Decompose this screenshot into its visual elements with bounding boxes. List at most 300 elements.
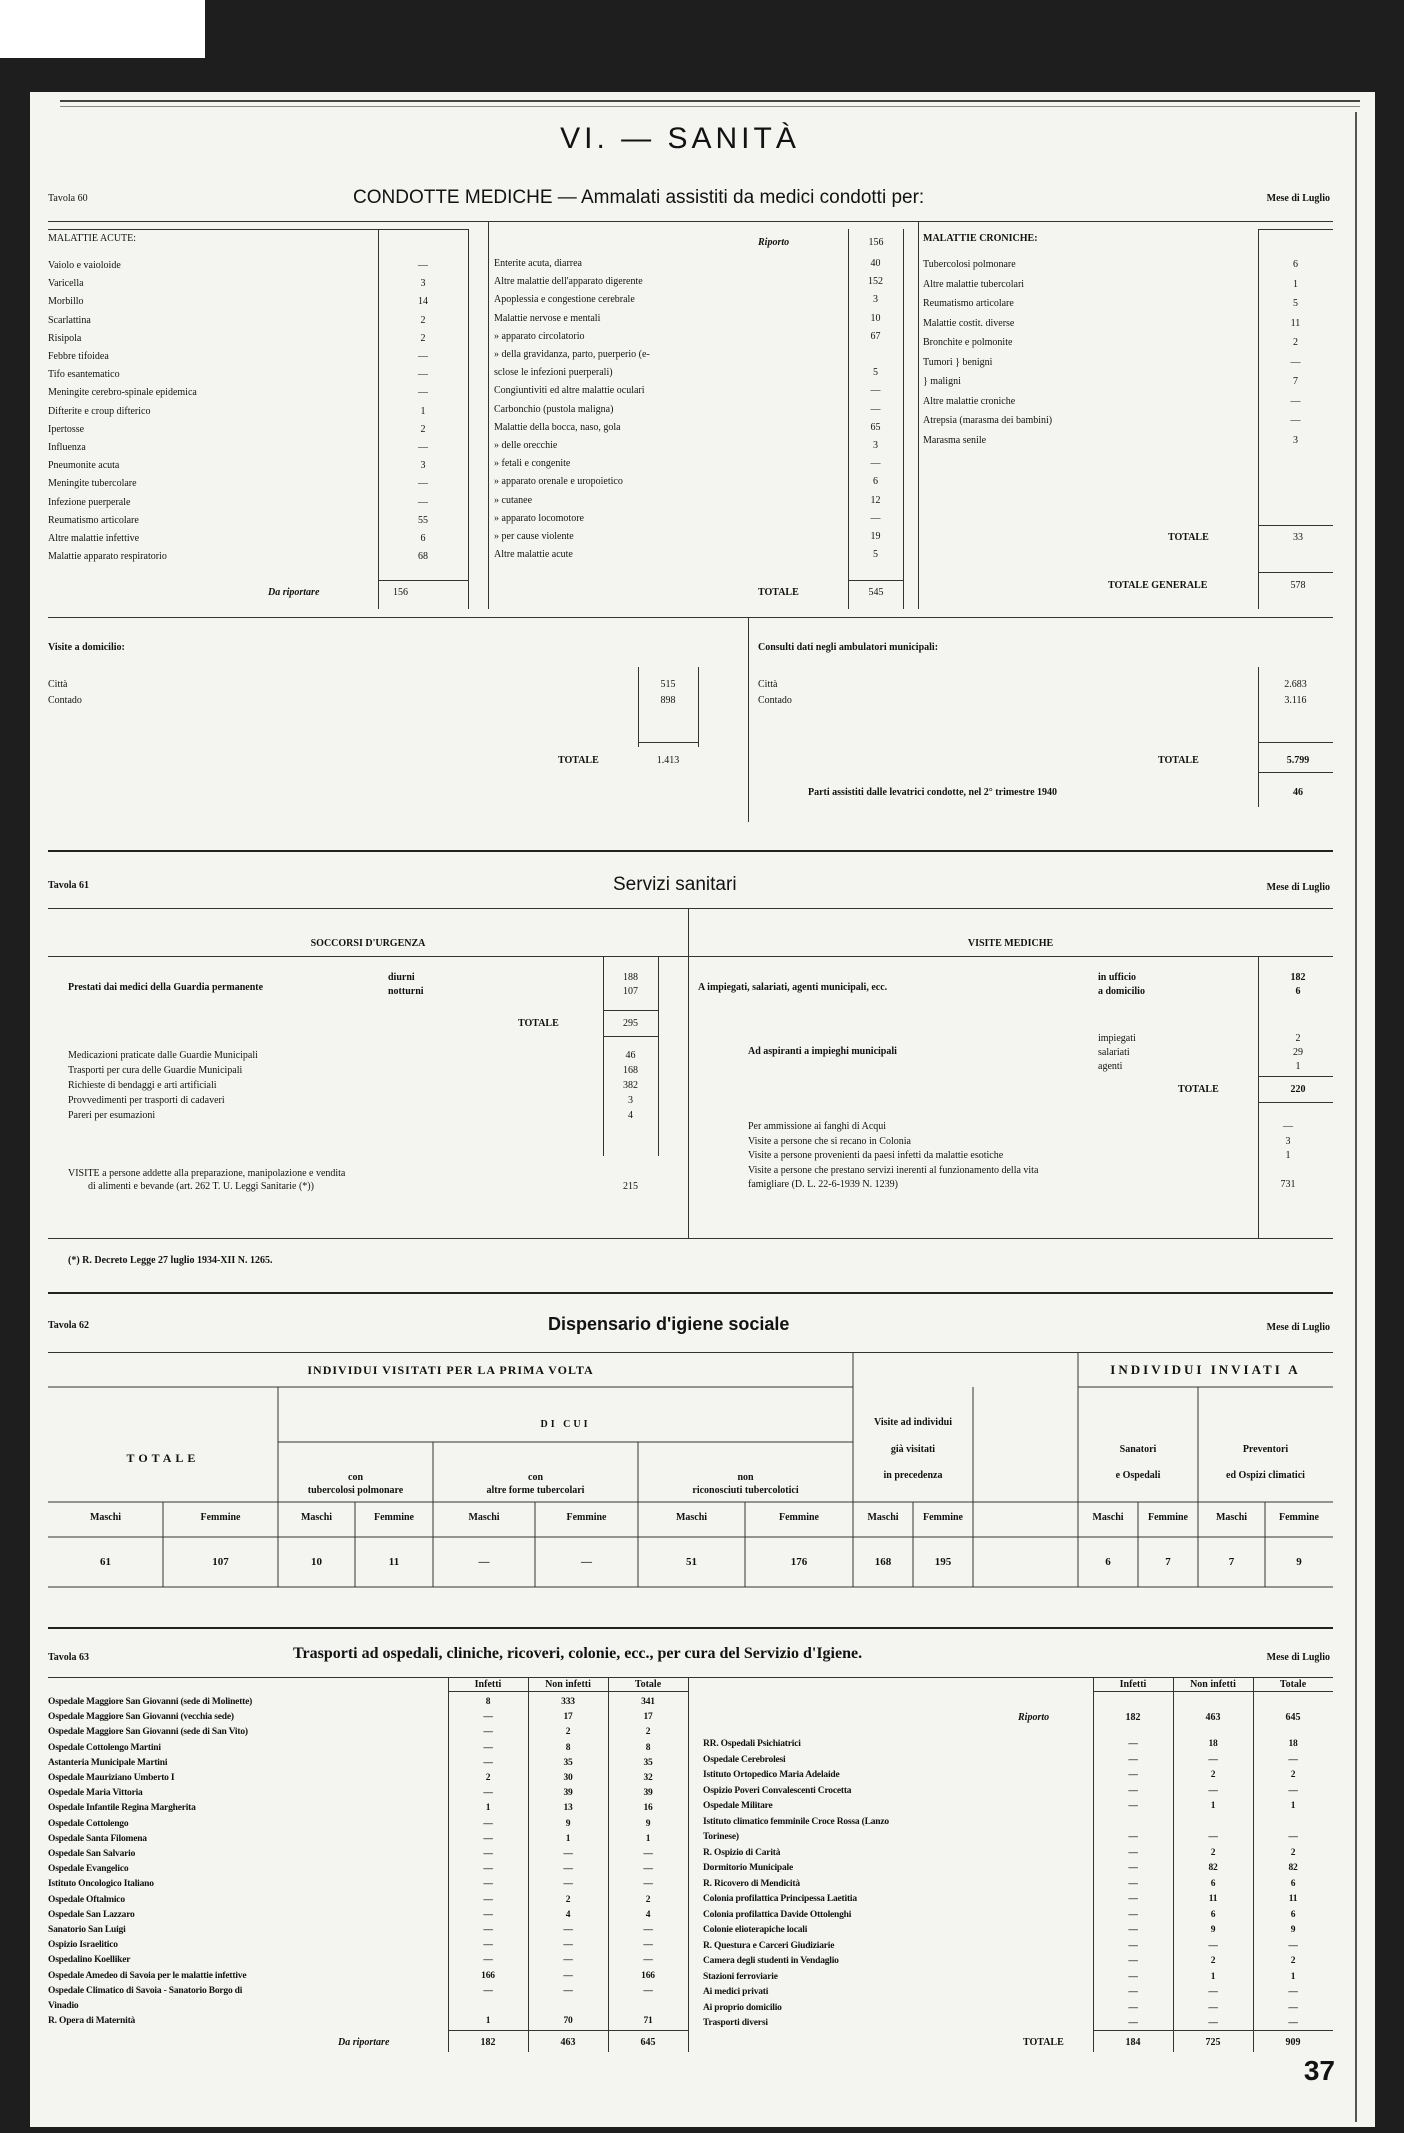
list-item-label: Enterite acuta, diarrea xyxy=(494,258,582,269)
list-item-label: Malattie costit. diverse xyxy=(923,317,1015,329)
list-item-value: 5 xyxy=(1293,298,1298,309)
visite-ind-line3: in precedenza xyxy=(883,1470,943,1481)
table-60 xyxy=(48,187,1338,837)
value-cell: 11 xyxy=(388,1556,400,1568)
transport-row-label: Camera degli studenti in Vendaglio xyxy=(703,1956,839,1966)
value-cell: 61 xyxy=(100,1556,111,1568)
transport-row-totale: 9 xyxy=(1290,1925,1296,1935)
col-maschi: Maschi xyxy=(468,1512,500,1523)
visite-total: 220 xyxy=(1290,1084,1306,1095)
list-item-value: 19 xyxy=(870,531,881,542)
transport-row-label: Istituto climatico femminile Croce Rossa (Lanzo xyxy=(703,1816,889,1827)
transport-row-totale: — xyxy=(643,1955,653,1966)
list-item-value: 5 xyxy=(873,549,878,561)
list-item-label: Trasporti per cura delle Guardie Municipali xyxy=(68,1065,243,1076)
list-item-value: 5 xyxy=(873,367,878,379)
list-item-label: » per cause violente xyxy=(494,531,574,542)
transport-row-infetti: — xyxy=(483,1894,493,1905)
list-item-value: — xyxy=(418,442,428,453)
list-item-label: Per ammissione ai fanghi di Acqui xyxy=(748,1121,887,1132)
value-cell: 176 xyxy=(790,1556,808,1568)
month-label: Mese di Luglio xyxy=(1266,1322,1330,1333)
list-item-value: 6 xyxy=(1293,259,1298,270)
month-label: Mese di Luglio xyxy=(1266,1652,1330,1663)
transport-row-label: Ospedale Climatico di Savoia - Sanatorio Borgo di xyxy=(48,1985,243,1996)
riporto-value: 156 xyxy=(868,237,884,248)
list-item-label: Meningite tubercolare xyxy=(48,478,137,490)
list-item-value: 1 xyxy=(1285,1150,1291,1161)
list-item-value: 382 xyxy=(623,1080,638,1091)
da-riportare-label: Da riportare xyxy=(338,2037,390,2048)
transport-row-label: Colonie elioterapiche locali xyxy=(703,1925,808,1935)
transport-row-totale: — xyxy=(1288,2002,1298,2013)
right-rule xyxy=(1355,112,1357,2122)
transport-row-infetti: — xyxy=(483,1849,493,1859)
list-item-label: Varicella xyxy=(48,278,84,290)
con-tub-line1: con xyxy=(348,1472,363,1483)
col-femmine: Femmine xyxy=(923,1512,963,1523)
list-item-label: salariati xyxy=(1098,1047,1130,1058)
transport-row-totale: 2 xyxy=(645,1894,651,1905)
list-item-label: Reumatismo articolare xyxy=(48,514,139,526)
list-item-value: 152 xyxy=(868,276,883,288)
list-item-value: — xyxy=(1290,415,1301,426)
list-item-label: Medicazioni praticate dalle Guardie Municipali xyxy=(68,1050,258,1061)
list-item-label: Bronchite e polmonite xyxy=(923,337,1013,348)
transport-row-non-infetti: — xyxy=(563,1940,573,1951)
right-total-infetti: 184 xyxy=(1125,2037,1141,2048)
list-item-value: 3 xyxy=(628,1095,633,1106)
consulti-total-label: TOTALE xyxy=(1158,755,1199,766)
transport-row-label: Astanteria Municipale Martini xyxy=(48,1757,168,1768)
transport-row-label: Ospedale Oftalmico xyxy=(48,1894,125,1905)
list-item-value: — xyxy=(1290,356,1301,368)
transport-row-totale: 35 xyxy=(643,1757,653,1768)
list-item-value: 3 xyxy=(1285,1135,1291,1147)
transport-row-infetti: — xyxy=(483,1864,493,1875)
preventori-line2: ed Ospizi climatici xyxy=(1226,1470,1305,1481)
value-cell: — xyxy=(478,1556,490,1568)
list-item-label: Carbonchio (pustola maligna) xyxy=(494,403,614,415)
transport-row-label: Ospedale Cerebrolesi xyxy=(703,1754,786,1765)
list-item-label: Vaiolo e vaioloide xyxy=(48,260,121,271)
transport-row-non-infetti: — xyxy=(563,1849,573,1859)
transport-row-infetti: — xyxy=(1128,1739,1138,1749)
list-item-value: — xyxy=(1290,395,1301,407)
transport-row-totale: 1 xyxy=(645,1833,651,1844)
list-item-value: 3 xyxy=(873,294,878,306)
list-item-value: 3 xyxy=(420,278,426,290)
da-riportare-value: 156 xyxy=(393,587,408,598)
in-ufficio-value: 182 xyxy=(1290,972,1306,983)
parti-label: Parti assistiti dalle levatrici condotte, nel 2° trimestre 1940 xyxy=(808,787,1058,798)
list-item-label: agenti xyxy=(1098,1061,1123,1072)
col-femmine: Femmine xyxy=(374,1512,414,1523)
list-item-value: 46 xyxy=(625,1050,636,1061)
transport-row-infetti: — xyxy=(483,1712,493,1723)
list-item-value: 14 xyxy=(418,296,428,308)
transport-row-non-infetti: — xyxy=(1208,1940,1218,1951)
transport-row-infetti: — xyxy=(483,1925,493,1935)
list-item-label: Pareri per esumazioni xyxy=(68,1110,156,1121)
transport-row-infetti: 2 xyxy=(485,1773,491,1783)
col-femmine: Femmine xyxy=(779,1512,819,1523)
in-ufficio-label: in ufficio xyxy=(1098,972,1137,983)
list-item-value: — xyxy=(418,369,428,381)
right-total-non-infetti: 725 xyxy=(1205,2037,1221,2048)
visite-ind-line2: già visitati xyxy=(890,1444,936,1455)
list-item-value: — xyxy=(870,512,881,524)
con-altre-line2: altre forme tubercolari xyxy=(486,1485,585,1496)
list-item-label: impiegati xyxy=(1098,1033,1136,1044)
value-cell: 51 xyxy=(686,1556,697,1568)
list-item-label: » cutanee xyxy=(494,494,533,506)
list-item-label: Tifo esantematico xyxy=(48,369,120,381)
transport-row-infetti: 1 xyxy=(485,1803,491,1814)
non-ric-line1: non xyxy=(737,1472,754,1483)
transport-row-non-infetti: 30 xyxy=(563,1773,573,1783)
transport-row-infetti: — xyxy=(483,1833,493,1844)
list-item-value: 1 xyxy=(1293,278,1298,290)
list-item-label: Altre malattie infettive xyxy=(48,533,140,544)
transport-row-label: Ospedale Maria Vittoria xyxy=(48,1788,143,1799)
transport-row-totale: 17 xyxy=(643,1712,653,1723)
value-cell: 195 xyxy=(934,1556,952,1568)
non-ric-line2: riconosciuti tubercolotici xyxy=(692,1485,799,1496)
transport-row-non-infetti: 1 xyxy=(565,1833,571,1844)
list-item-label: Visite a persone che prestano servizi inerenti al funzionamento della vita xyxy=(748,1164,1039,1176)
list-item-label: Altre malattie croniche xyxy=(923,395,1016,407)
list-item-value: — xyxy=(870,458,881,470)
list-item-label: Ipertosse xyxy=(48,423,85,435)
transport-row-label: Ospedale Militare xyxy=(703,1801,773,1811)
transport-row-non-infetti: — xyxy=(563,1879,573,1890)
prestati-total: 295 xyxy=(623,1018,638,1029)
value-cell: 9 xyxy=(1296,1556,1302,1568)
list-item-value: 2 xyxy=(420,332,426,344)
transport-row-totale: 166 xyxy=(641,1970,655,1981)
transport-row-label: Dormitorio Municipale xyxy=(703,1863,793,1873)
transport-row-infetti: — xyxy=(1128,1770,1138,1780)
middle-total-label: TOTALE xyxy=(758,587,799,598)
transport-row-label: Trasporti diversi xyxy=(703,2018,768,2028)
transport-row-non-infetti: — xyxy=(1208,1987,1218,1997)
acute-header: MALATTIE ACUTE: xyxy=(48,233,137,244)
transport-row-infetti: — xyxy=(1128,1987,1138,1997)
con-altre-line1: con xyxy=(528,1472,543,1483)
transport-row-non-infetti: — xyxy=(1208,2018,1218,2028)
list-item-label: Richieste di bendaggi e arti artificiali xyxy=(68,1080,217,1091)
transport-row-non-infetti: 2 xyxy=(1210,1956,1216,1966)
list-item-label: Tubercolosi polmonare xyxy=(923,259,1016,270)
transport-row-totale: — xyxy=(643,1849,653,1859)
top-rule xyxy=(60,100,1360,102)
transport-row-totale: 82 xyxy=(1288,1863,1298,1873)
list-item-label: Altre malattie dell'apparato digerente xyxy=(494,276,643,288)
transport-row-non-infetti: 11 xyxy=(1208,1894,1218,1904)
visite-addette-line2: di alimenti e bevande (art. 262 T. U. Leggi Sanitarie (*)) xyxy=(88,1181,314,1192)
transport-row-infetti: — xyxy=(483,1985,493,1996)
table-title: Servizi sanitari xyxy=(613,874,737,895)
list-item-label: » fetali e congenite xyxy=(494,458,571,470)
list-item-value: — xyxy=(418,478,428,490)
col-maschi: Maschi xyxy=(867,1512,899,1523)
transport-row-non-infetti: — xyxy=(563,1985,573,1996)
value-cell: 168 xyxy=(874,1556,892,1568)
top-rule-thin xyxy=(60,106,1360,107)
col-infetti-right: Infetti xyxy=(1119,1679,1147,1690)
transport-row-label: Ospedale San Salvario xyxy=(48,1849,136,1859)
transport-row-label: Ospedale Cottolengo Martini xyxy=(48,1742,161,1753)
totale-header: TOTALE xyxy=(126,1451,200,1465)
list-item-label: Visite a persone che si recano in Colonia xyxy=(748,1135,911,1147)
scan-margin xyxy=(0,0,205,58)
riporto-label: Riporto xyxy=(758,237,790,248)
transport-row-non-infetti: — xyxy=(1208,1832,1218,1842)
transport-row-label: Ospizio Poveri Convalescenti Crocetta xyxy=(703,1785,852,1796)
riporto-infetti: 182 xyxy=(1125,1712,1141,1723)
a-domicilio-label: a domicilio xyxy=(1098,986,1145,997)
table-label: Tavola 62 xyxy=(48,1320,90,1331)
transport-row-infetti: — xyxy=(483,1955,493,1966)
list-item-label: » della gravidanza, parto, puerperio (e- xyxy=(494,349,650,360)
month-label: Mese di Luglio xyxy=(1266,882,1330,893)
transport-row-label: Sanatorio San Luigi xyxy=(48,1925,126,1935)
col-maschi: Maschi xyxy=(300,1512,333,1523)
table-title: Trasporti ad ospedali, cliniche, ricoveri, colonie, ecc., per cura del Servizio d'Igiene. xyxy=(293,1645,863,1662)
transport-row-infetti: — xyxy=(1128,1878,1138,1889)
aspiranti-label: Ad aspiranti a impieghi municipali xyxy=(748,1046,897,1057)
transport-row-label: Ospedale Maggiore San Giovanni (vecchia sede) xyxy=(48,1712,234,1723)
transport-row-label: R. Questura e Carceri Giudiziarie xyxy=(703,1940,835,1951)
list-item-label: Visite a persone provenienti da paesi infetti da malattie esotiche xyxy=(748,1150,1004,1161)
col-femmine: Femmine xyxy=(1279,1512,1319,1523)
list-item-label: Risipola xyxy=(48,332,82,344)
list-item-value: 65 xyxy=(870,421,881,433)
list-item-label: Reumatismo articolare xyxy=(923,298,1014,309)
transport-row-label: Istituto Oncologico Italiano xyxy=(48,1879,154,1890)
diurni-value: 188 xyxy=(623,972,638,983)
list-item-label: Contado xyxy=(758,695,792,706)
list-item-value: 2 xyxy=(420,423,426,435)
list-item-label: sclose le infezioni puerperali) xyxy=(494,367,613,379)
visite-ind-line1: Visite ad individui xyxy=(874,1417,952,1428)
transport-row-totale: — xyxy=(643,1985,653,1996)
list-item-value: 29 xyxy=(1293,1047,1303,1058)
transport-row-non-infetti: 70 xyxy=(563,2016,573,2027)
di-cui-header: DI CUI xyxy=(540,1419,591,1430)
transport-row-non-infetti: 8 xyxy=(565,1742,571,1753)
visite-header: Visite a domicilio: xyxy=(48,642,125,653)
col-totale-right: Totale xyxy=(1279,1679,1307,1690)
transport-row-label: Vinadio xyxy=(48,2001,79,2011)
transport-row-infetti: — xyxy=(1128,1894,1138,1904)
transport-row-label: Colonia profilattica Principessa Laetitia xyxy=(703,1894,857,1904)
list-item-label: Apoplessia e congestione cerebrale xyxy=(494,294,635,306)
a-domicilio-value: 6 xyxy=(1295,986,1301,997)
list-item-value: 3 xyxy=(873,440,878,451)
transport-row-non-infetti: 2 xyxy=(1210,1847,1216,1858)
transport-row-totale: 1 xyxy=(1290,1801,1296,1811)
transport-row-totale: 11 xyxy=(1288,1894,1298,1904)
transport-row-infetti: — xyxy=(483,1727,493,1738)
table-label: Tavola 61 xyxy=(48,880,90,891)
transport-row-label: Ospedale Mauriziano Umberto I xyxy=(48,1773,175,1783)
list-item-label: Meningite cerebro-spinale epidemica xyxy=(48,387,197,399)
transport-row-totale: 18 xyxy=(1288,1739,1298,1749)
list-item-label: Atrepsia (marasma dei bambini) xyxy=(923,415,1053,426)
transport-row-non-infetti: 82 xyxy=(1208,1863,1218,1873)
grand-total: 578 xyxy=(1290,580,1306,591)
riporto-non-infetti: 463 xyxy=(1205,1712,1221,1723)
transport-row-label: RR. Ospedali Psichiatrici xyxy=(703,1739,801,1749)
visite-addette-value: 215 xyxy=(623,1181,638,1192)
list-item-label: » apparato circolatorio xyxy=(494,330,585,342)
preventori-line1: Preventori xyxy=(1242,1444,1289,1455)
transport-row-totale: 2 xyxy=(645,1727,651,1738)
list-item-label: Malattie nervose e mentali xyxy=(494,312,601,324)
transport-row-totale: — xyxy=(1288,1987,1298,1997)
col-femmine: Femmine xyxy=(566,1512,607,1523)
transport-row-totale: 2 xyxy=(1290,1847,1296,1858)
con-tub-line2: tubercolosi polmonare xyxy=(307,1485,404,1496)
transport-row-infetti: — xyxy=(1128,1971,1138,1982)
list-item-value: 68 xyxy=(418,551,428,563)
list-item-label: Pneumonite acuta xyxy=(48,460,120,472)
visite-mediche-header: VISITE MEDICHE xyxy=(967,938,1054,949)
col-maschi: Maschi xyxy=(1092,1512,1124,1523)
transport-row-label: Stazioni ferroviarie xyxy=(703,1971,778,1982)
list-item-value: 2.683 xyxy=(1284,679,1307,690)
list-item-label: Tumori } benigni xyxy=(923,356,993,368)
list-item-label: Contado xyxy=(48,695,82,706)
left-total-non-infetti: 463 xyxy=(560,2037,576,2048)
da-riportare-label: Da riportare xyxy=(268,587,320,598)
list-item-value: — xyxy=(870,403,881,415)
transport-row-totale: — xyxy=(643,1864,653,1875)
transport-row-infetti: — xyxy=(483,1940,493,1951)
riporto-totale: 645 xyxy=(1285,1712,1301,1723)
col-femmine: Femmine xyxy=(1148,1512,1188,1523)
transport-row-infetti: — xyxy=(483,1757,493,1768)
table-62 xyxy=(48,1292,1338,1622)
list-item-label: Città xyxy=(758,679,778,690)
diurni-label: diurni xyxy=(388,972,415,983)
transport-row-infetti: — xyxy=(1128,2018,1138,2028)
transport-row-totale: 341 xyxy=(641,1697,655,1707)
col-non-infetti: Non infetti xyxy=(545,1679,591,1690)
transport-row-non-infetti: — xyxy=(563,1864,573,1875)
table-title: CONDOTTE MEDICHE — Ammalati assistiti da medici condotti per: xyxy=(353,187,925,208)
list-item-value: 6 xyxy=(420,533,426,544)
transport-row-label: Ospedale Santa Filomena xyxy=(48,1833,147,1844)
list-item-label: Febbre tifoidea xyxy=(48,351,109,362)
list-item-value: 10 xyxy=(870,312,881,324)
visite-total: 1.413 xyxy=(656,755,680,766)
transport-row-non-infetti: 6 xyxy=(1210,1909,1216,1920)
transport-row-infetti: — xyxy=(483,1818,493,1829)
transport-row-totale: 2 xyxy=(1290,1956,1296,1966)
transport-row-label: Ospizio Israelitico xyxy=(48,1940,118,1951)
col-infetti: Infetti xyxy=(474,1679,502,1690)
list-item-label: Altre malattie tubercolari xyxy=(923,278,1025,290)
transport-row-non-infetti: 17 xyxy=(563,1712,573,1723)
transport-row-totale: 8 xyxy=(645,1742,651,1753)
transport-row-non-infetti: 9 xyxy=(565,1818,571,1829)
list-item-value: 40 xyxy=(870,258,881,269)
value-cell: — xyxy=(581,1556,592,1568)
prestati-label: Prestati dai medici della Guardia permanente xyxy=(68,982,264,993)
transport-row-non-infetti: — xyxy=(1208,2002,1218,2013)
visite-total-label: TOTALE xyxy=(1178,1084,1219,1095)
list-item-label: Malattie apparato respiratorio xyxy=(48,551,167,563)
list-item-label: Congiuntiviti ed altre malattie oculari xyxy=(494,385,645,397)
list-item-label: Altre malattie acute xyxy=(494,549,573,561)
list-item-label: } maligni xyxy=(923,376,961,387)
transport-row-label: Ospedalino Koelliker xyxy=(48,1955,131,1966)
grand-total-label: TOTALE GENERALE xyxy=(1108,580,1208,591)
transport-row-label: Ospedale Maggiore San Giovanni (sede di San Vito) xyxy=(48,1727,248,1738)
transport-row-non-infetti: — xyxy=(563,1970,573,1981)
transport-row-label: Torinese) xyxy=(703,1832,739,1842)
transport-row-infetti: — xyxy=(483,1879,493,1890)
value-cell: 107 xyxy=(212,1556,229,1568)
transport-row-totale: 71 xyxy=(643,2016,653,2027)
transport-row-totale: 32 xyxy=(643,1773,653,1783)
chronic-total: 33 xyxy=(1293,532,1303,543)
right-total-totale: 909 xyxy=(1285,2037,1301,2048)
transport-row-label: R. Ricovero di Mendicità xyxy=(703,1878,800,1889)
transport-row-totale: 2 xyxy=(1290,1770,1296,1780)
list-item-label: Marasma senile xyxy=(923,434,987,446)
list-item-label: Città xyxy=(48,679,68,690)
transport-row-label: Ai medici privati xyxy=(703,1987,769,1997)
transport-row-non-infetti: 9 xyxy=(1210,1925,1216,1935)
header-right: INDIVIDUI INVIATI A xyxy=(1110,1362,1301,1377)
transport-row-infetti: — xyxy=(483,1742,493,1753)
list-item-value: 2 xyxy=(1295,1033,1301,1044)
list-item-value: 7 xyxy=(1293,376,1298,387)
list-item-label: Scarlattina xyxy=(48,314,91,326)
transport-row-infetti: 166 xyxy=(481,1970,495,1981)
transport-row-totale: 1 xyxy=(1290,1971,1296,1982)
value-cell: 6 xyxy=(1105,1556,1111,1568)
transport-row-label: R. Opera di Maternità xyxy=(48,2016,136,2027)
right-total-label: TOTALE xyxy=(1023,2037,1064,2048)
transport-row-totale: — xyxy=(643,1879,653,1890)
transport-row-totale: 16 xyxy=(643,1803,653,1814)
chronic-total-label: TOTALE xyxy=(1168,532,1209,543)
header-left: INDIVIDUI VISITATI PER LA PRIMA VOLTA xyxy=(307,1363,594,1377)
transport-row-infetti: — xyxy=(483,1909,493,1920)
list-item-value: 3 xyxy=(1293,434,1298,446)
transport-row-non-infetti: 39 xyxy=(563,1788,573,1799)
transport-row-totale: — xyxy=(643,1940,653,1951)
list-item-value: 898 xyxy=(660,695,676,706)
transport-row-label: Ospedale Infantile Regina Margherita xyxy=(48,1803,196,1814)
list-item-value: 168 xyxy=(623,1065,638,1076)
transport-row-totale: — xyxy=(1288,2018,1298,2028)
list-item-value: 55 xyxy=(418,514,428,526)
transport-row-non-infetti: — xyxy=(563,1925,573,1935)
transport-row-totale: 39 xyxy=(643,1788,653,1799)
value-cell: 7 xyxy=(1165,1556,1171,1568)
transport-row-infetti: — xyxy=(1128,1925,1138,1935)
transport-row-non-infetti: 2 xyxy=(565,1727,571,1738)
table-label: Tavola 60 xyxy=(48,193,88,204)
transport-row-totale: — xyxy=(1288,1940,1298,1951)
transport-row-label: Ospedale San Lazzaro xyxy=(48,1909,135,1920)
